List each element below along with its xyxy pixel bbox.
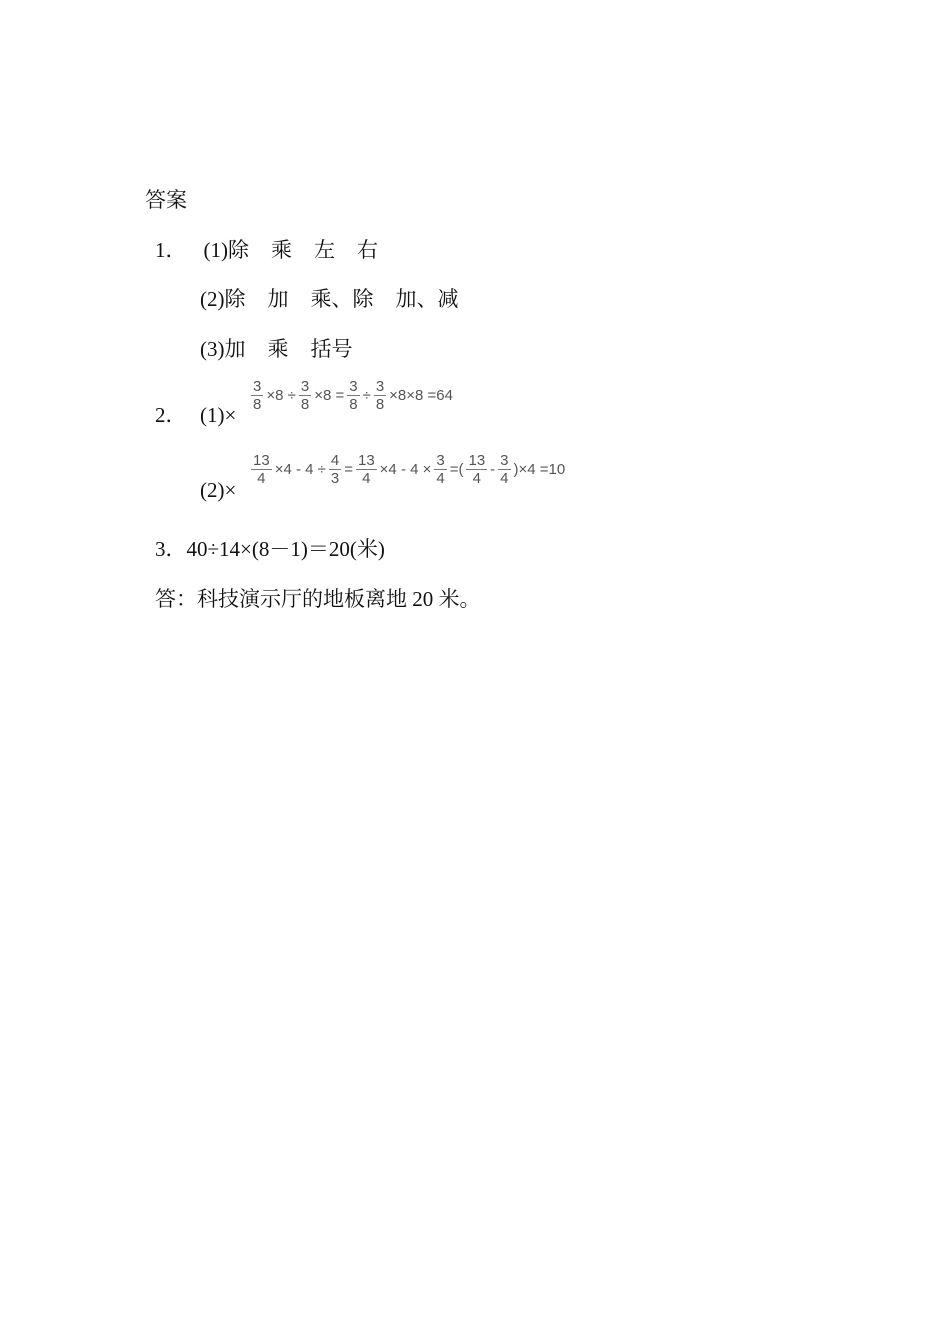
fraction [434, 452, 446, 487]
numerator: 4 [330, 452, 340, 469]
q3-answer: 答：科技演示厅的地板离地 20 米。 [155, 587, 481, 611]
math-text: ×8×8 =64 [389, 387, 453, 404]
q1-a-label: (1) [203, 238, 228, 262]
numerator: 3 [253, 378, 262, 395]
fraction [347, 378, 359, 413]
q1-c-word-3: 括号 [310, 337, 353, 361]
q1-c-word-1: 加 [224, 337, 246, 361]
fraction [251, 452, 272, 487]
math-text: =( [449, 461, 464, 478]
numerator: 3 [375, 378, 385, 395]
q1-a-word-2: 乘 [271, 238, 292, 262]
numerator: 3 [300, 378, 310, 395]
q1-a-word-3: 左 [314, 238, 335, 262]
q1-line-3 [200, 337, 353, 361]
denominator: 8 [375, 396, 385, 413]
answer-heading: 答案 [145, 188, 187, 212]
denominator: 4 [472, 470, 481, 487]
fraction [329, 452, 341, 487]
q1-b-word-4: 加、减 [395, 287, 459, 311]
q1-c-word-2: 乘 [267, 337, 289, 361]
q3-equation: 3．40÷14×(8－1)＝20(米) [155, 537, 385, 561]
math-text: = [344, 461, 353, 478]
denominator: 4 [500, 470, 509, 487]
denominator: 4 [436, 470, 445, 487]
math-text: ×4 - 4 ÷ [274, 461, 326, 478]
numerator: 3 [436, 452, 445, 469]
q2-part-1-equation [250, 378, 455, 413]
fraction [251, 378, 263, 413]
q2-number: 2． [155, 403, 187, 427]
fraction [374, 378, 386, 413]
denominator: 8 [253, 396, 262, 413]
math-text: ×4 - 4 × [379, 461, 432, 478]
fraction [498, 452, 510, 487]
fraction [299, 378, 311, 413]
q1-b-label: (2) [200, 287, 225, 311]
q1-a-word-4: 右 [357, 238, 378, 262]
q2-part-2-label: (2)× [200, 478, 237, 502]
denominator: 4 [257, 470, 266, 487]
q1-b-word-3: 乘、除 [310, 287, 374, 311]
denominator: 8 [300, 396, 310, 413]
q2-part-1-label: (1)× [200, 403, 237, 427]
numerator: 13 [468, 452, 486, 469]
math-text: ×8 ÷ [266, 387, 296, 404]
math-text: ×8 = [314, 387, 345, 404]
math-text: - [490, 461, 496, 478]
fraction [466, 452, 487, 487]
math-text: )×4 =10 [513, 461, 566, 478]
q1-number: 1． [155, 238, 187, 262]
q1-b-word-2: 加 [267, 287, 289, 311]
q2-part-2-equation [250, 452, 567, 487]
denominator: 8 [349, 396, 358, 413]
q1-c-label: (3) [200, 337, 225, 361]
numerator: 13 [357, 452, 375, 469]
numerator: 3 [500, 452, 509, 469]
denominator: 3 [330, 470, 340, 487]
math-text: ÷ [362, 387, 371, 404]
q1-b-word-1: 除 [224, 287, 246, 311]
q1-line-2 [200, 287, 459, 311]
q1-line-1 [155, 238, 378, 262]
q1-a-word-1: 除 [228, 238, 249, 262]
numerator: 3 [349, 378, 358, 395]
denominator: 4 [362, 470, 371, 487]
fraction [356, 452, 377, 487]
numerator: 13 [253, 452, 270, 469]
